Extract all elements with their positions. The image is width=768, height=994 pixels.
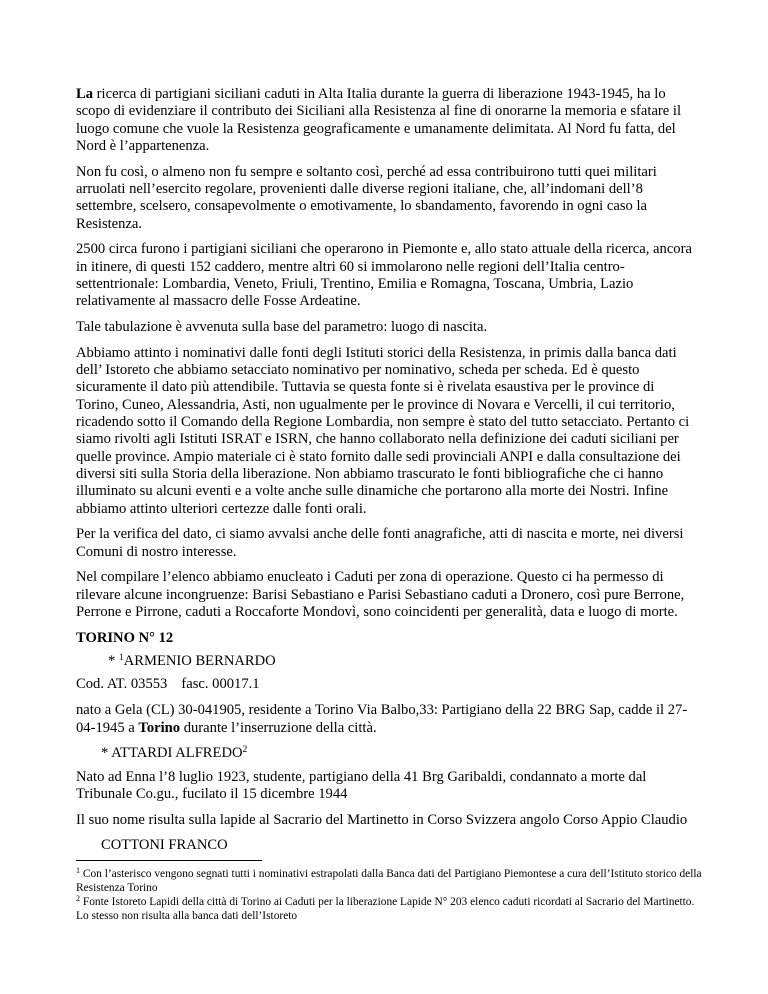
- paragraph-6: Per la verifica del dato, ci siamo avvalsi anche delle fonti anagrafiche, atti di nascita e morte, nei diversi Comuni di nostro interesse.: [76, 526, 684, 560]
- footnote-separator: [76, 860, 262, 861]
- footnote-ref-2[interactable]: 2: [242, 745, 248, 756]
- fasc: fasc. 00017.1: [181, 676, 260, 693]
- footnote-2: $^2$ Fonte Istoreto Lapidi della città di Torino ai Caduti per la liberazione Lapide N° 203 elenco caduti ricordati al Sacrario del Martinetto. Lo stesso non risulta alla banca dati dell’Istoreto: [76, 893, 695, 922]
- footnote-ref-1[interactable]: 1: [118, 653, 124, 664]
- entry-cottoni-name: COTTONI FRANCO: [101, 837, 228, 854]
- section-heading: TORINO N° 12: [76, 629, 174, 646]
- entry-armenio-name: * $^1$ARMENIO BERNARDO: [108, 653, 276, 670]
- paragraph-2: Non fu così, o almeno non fu sempre e soltanto così, perché ad essa contribuirono tutti quei militari arruolati nell’esercito regolare, provenienti dalle diverse regioni italiane, che, all’indomani dell’8 settembre, scelsero, consapevolmente o emotivamente, lo sbandamento, favorendo in ogni caso la Resistenza.: [76, 163, 657, 232]
- footnotes: [76, 860, 702, 924]
- entry-attardi-note: Il suo nome risulta sulla lapide al Sacrario del Martinetto in Corso Svizzera angolo Corso Appio Claudio: [76, 811, 688, 828]
- main-text: [76, 86, 696, 861]
- entry-attardi-name: * ATTARDI ALFREDO$^2$: [101, 745, 248, 762]
- paragraph-3: 2500 circa furono i partigiani siciliani che operarono in Piemonte e, allo stato attuale della ricerca, ancora in itinere, di questi 152 caddero, mentre altri 60 si immolarono nelle regioni dell’Italia centro-settentrionale: Lombardia, Veneto, Friuli, Trentino, Emilia e Romagna, Toscana, Umbria, Lazio relativamente al massacro delle Fosse Ardeatine.: [76, 241, 692, 310]
- intro-lead-word: La: [76, 86, 94, 102]
- entry-attardi-bio: Nato ad Enna l’8 luglio 1923, studente, partigiano della 41 Brg Garibaldi, condannato a morte dal Tribunale Co.gu., fucilato il 15 dicembre 1944: [76, 768, 647, 802]
- entry-armenio-city: Torino: [138, 719, 181, 736]
- intro-text: ricerca di partigiani siciliani caduti in Alta Italia durante la guerra di liberazione 1943-1945, ha lo scopo di evidenziare il contributo dei Siciliani alla Resistenza al fine di onorarne la memoria e sfatare il luogo comune che vuole la Resistenza geograficamente e umanamente delimitata. Al Nord fu fatta, del Nord è l’appartenenza.: [76, 86, 682, 154]
- entry-armenio-codes: [76, 676, 696, 693]
- paragraph-intro: [76, 86, 696, 155]
- entry-armenio-bio: nato a Gela (CL) 30-041905, residente a Torino Via Balbo,33: Partigiano della 22 BRG Sap, cadde il 27-04-1945 a Torino durante l’inserruzione della città.: [76, 702, 688, 736]
- footnote-1: $^1$ Con l’asterisco vengono segnati tutti i nominativi estrapolati dalla Banca dati del Partigiano Piemontese a cura dell’Istituto storico della Resistenza Torino: [76, 866, 702, 894]
- paragraph-7: Nel compilare l’elenco abbiamo enucleato i Caduti per zona di operazione. Questo ci ha permesso di rilevare alcune incongruenze: Barisi Sebastiano e Parisi Sebastiano caduti a Dronero, così pure Berrone, Perrone e Pirrone, caduti a Roccaforte Mondovì, sono coincidenti per generalità, data e luogo di morte.: [76, 569, 685, 621]
- paragraph-5: Abbiamo attinto i nominativi dalle fonti degli Istituti storici della Resistenza, in primis dalla banca dati dell’ Istoreto che abbiamo setacciato nominativo per nominativo, scheda per scheda. Ed è questo sicuramente il dato più attendibile. Tuttavia se questa fonte si è rivelata esaustiva per le province di Torino, Cuneo, Alessandria, Asti, non ugualmente per le province di Novara e Vercelli, il cui territorio, ricadendo sotto il Comando della Regione Lombardia, non sempre è stato del tutto setacciato. Pertanto ci siamo rivolti agli Istituti ISRAT e ISRN, che hanno collaborato nella definizione dei caduti siciliani per quelle province. Ampio materiale ci è stato fornito dalle sedi provinciali ANPI e dalla consultazione dei diversi siti sulla Storia della liberazione. Non abbiamo trascurato le fonti bibliografiche che ci hanno illuminato su alcuni eventi e a volte anche sulle dinamiche che portarono alla morte dei Nostri. Infine abbiamo attinto ulteriori certezze dalle fonti orali.: [76, 344, 690, 517]
- cod-at: Cod. AT. 03553: [76, 676, 168, 693]
- paragraph-4: Tale tabulazione è avvenuta sulla base del parametro: luogo di nascita.: [76, 319, 488, 336]
